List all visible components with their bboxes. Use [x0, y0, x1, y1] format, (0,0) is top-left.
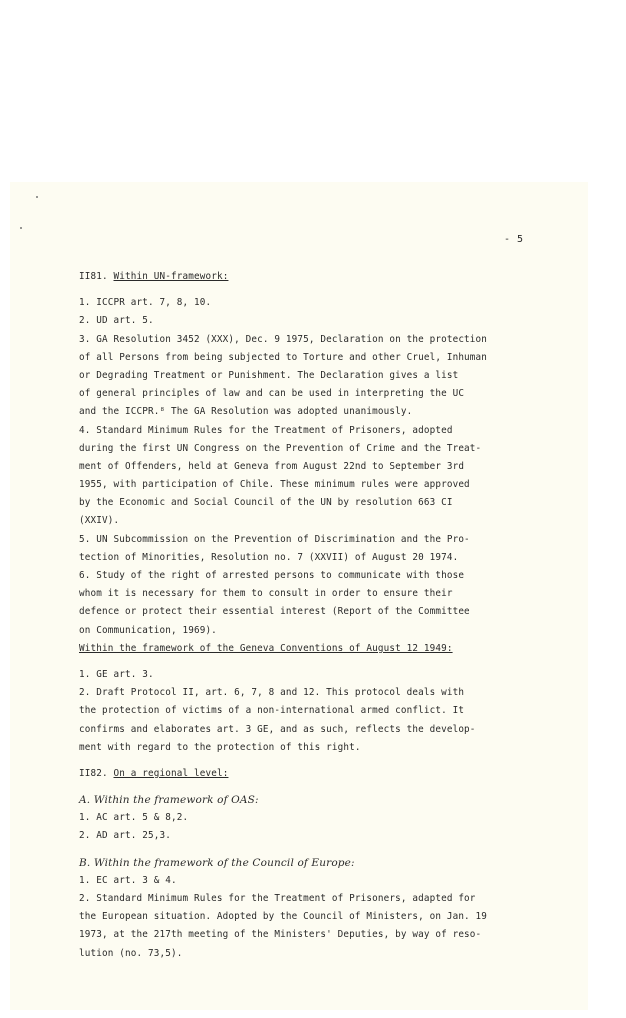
text-line: defence or protect their essential interest (Report of the Committee: [79, 606, 470, 618]
text-line: (XXIV).: [79, 515, 120, 527]
text-line: of all Persons from being subjected to Torture and other Cruel, Inhuman: [79, 351, 488, 363]
text-line: ment with regard to the protection of this right.: [79, 741, 361, 753]
text-line: 2. UD art. 5.: [79, 315, 154, 327]
section-heading: II82. On a regional level:: [79, 767, 229, 779]
section-heading: Within the framework of the Geneva Conventions of August 12 1949:: [79, 642, 453, 654]
text-line: 6. Study of the right of arrested persons to communicate with those: [79, 570, 465, 581]
subsection-heading: A. Within the framework of OAS:: [79, 794, 259, 807]
text-line: 1. GE art. 3.: [79, 668, 154, 680]
text-line: and the ICCPR.⁸ The GA Resolution was adopted unanimously.: [79, 406, 413, 418]
text-line: confirms and elaborates art. 3 GE, and as such, reflects the develop-: [79, 723, 476, 735]
text-line: 2. AD art. 25,3.: [79, 830, 171, 842]
section-heading: II81. Within UN-framework:: [79, 271, 229, 282]
text-line: the European situation. Adopted by the Council of Ministers, on Jan. 19: [79, 911, 488, 923]
scan-speck: [20, 227, 22, 229]
text-line: by the Economic and Social Council of the UN by resolution 663 CI: [79, 497, 453, 509]
text-line: of general principles of law and can be used in interpreting the UC: [79, 388, 465, 400]
text-line: during the first UN Congress on the Prevention of Crime and the Treat-: [79, 442, 482, 454]
text-line: 1955, with participation of Chile. These minimum rules were approved: [79, 479, 470, 491]
scan-speck: [36, 196, 38, 198]
subsection-heading: B. Within the framework of the Council of Europe:: [79, 856, 355, 869]
text-line: or Degrading Treatment or Punishment. The Declaration gives a list: [79, 369, 459, 381]
text-line: 2. Draft Protocol II, art. 6, 7, 8 and 12. This protocol deals with: [79, 687, 465, 699]
page-number: - 5: [504, 234, 524, 245]
text-line: 2. Standard Minimum Rules for the Treatment of Prisoners, adapted for: [79, 893, 476, 904]
document-body: [79, 268, 519, 963]
text-line: 1973, at the 217th meeting of the Ministers' Deputies, by way of reso-: [79, 929, 482, 941]
text-line: on Communication, 1969).: [79, 624, 217, 636]
text-line: 1. AC art. 5 & 8,2.: [79, 812, 189, 824]
text-line: 4. Standard Minimum Rules for the Treatment of Prisoners, adopted: [79, 424, 453, 436]
text-line: the protection of victims of a non-international armed conflict. It: [79, 705, 465, 717]
text-line: lution (no. 73,5).: [79, 947, 183, 959]
text-line: tection of Minorities, Resolution no. 7 (XXVII) of August 20 1974.: [79, 551, 459, 563]
text-line: 3. GA Resolution 3452 (XXX), Dec. 9 1975, Declaration on the protection: [79, 333, 488, 345]
text-line: 1. ICCPR art. 7, 8, 10.: [79, 297, 212, 309]
text-line: 5. UN Subcommission on the Prevention of Discrimination and the Pro-: [79, 533, 470, 545]
text-line: whom it is necessary for them to consult in order to ensure their: [79, 588, 453, 600]
text-line: ment of Offenders, held at Geneva from August 22nd to September 3rd: [79, 460, 465, 472]
text-line: 1. EC art. 3 & 4.: [79, 874, 177, 886]
